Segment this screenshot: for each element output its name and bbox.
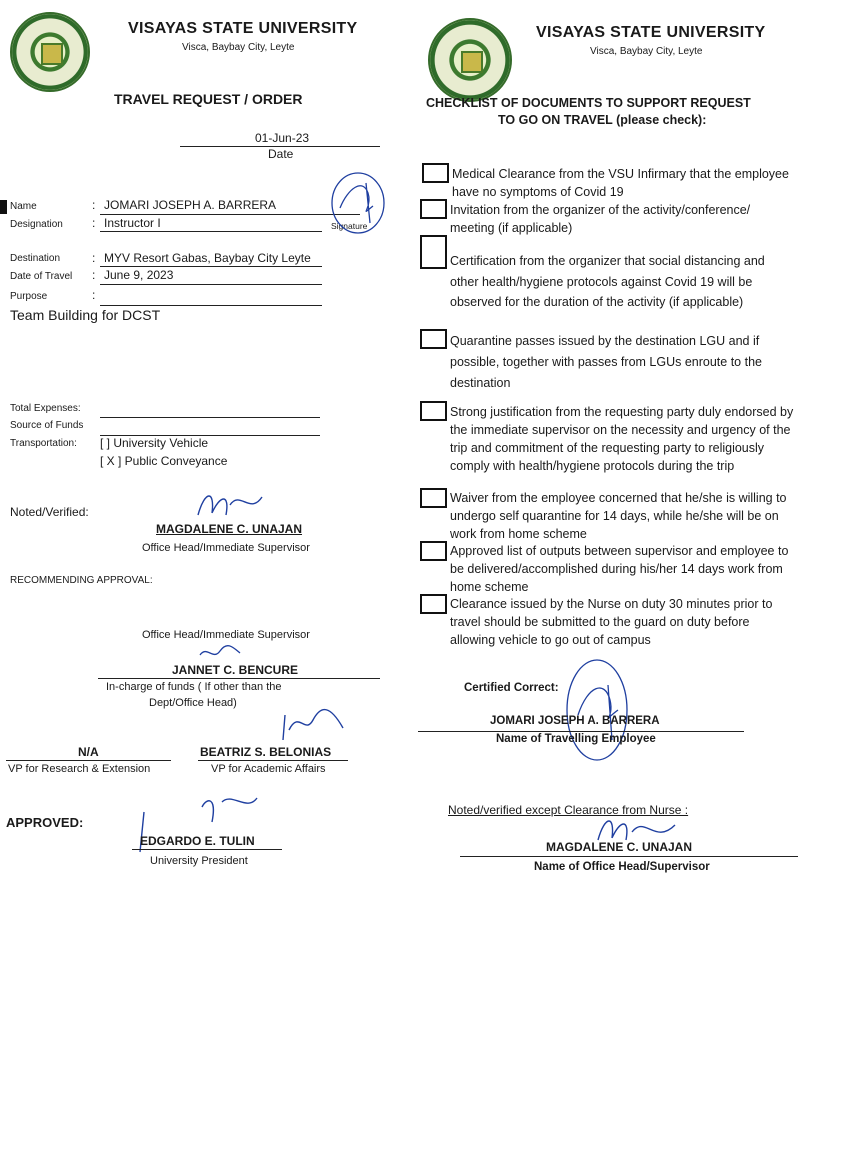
- checklist-item-invitation: Invitation from the organizer of the activity/conference/ meeting (if applicable): [450, 203, 751, 235]
- checklist-item-certification: Certification from the organizer that social distancing and other health/hygiene protocols against Covid 19 will be observed for the duration of the activity (if applicable): [450, 254, 765, 309]
- name-line: [100, 214, 360, 215]
- checkbox-quarantine-passes[interactable]: [420, 329, 447, 349]
- checkbox-medical-clearance[interactable]: [422, 163, 449, 183]
- date-of-travel-line: [100, 284, 322, 285]
- purpose-line: [100, 305, 322, 306]
- signature-barrera-2: [560, 655, 635, 765]
- university-name-right: VISAYAS STATE UNIVERSITY: [536, 24, 766, 41]
- checkbox-strong-justification[interactable]: [420, 401, 447, 421]
- designation-label: Designation: [10, 219, 63, 230]
- checklist-item-nurse-clearance: Clearance issued by the Nurse on duty 30 minutes prior to travel should be submitted to the guard on duty before allowing vehicle to go out of campus: [450, 597, 773, 647]
- destination-value: MYV Resort Gabas, Baybay City Leyte: [104, 251, 311, 265]
- recommending-line: [98, 678, 380, 679]
- transport-option-public-conveyance: [ X ] Public Conveyance: [100, 454, 228, 468]
- certified-line: [418, 731, 744, 732]
- approved-name: EDGARDO E. TULIN: [140, 834, 255, 848]
- university-seal-right: [428, 18, 512, 102]
- noted-verified-role: Office Head/Immediate Supervisor: [142, 542, 310, 554]
- purpose-value: Team Building for DCST: [10, 307, 161, 323]
- date-of-travel-label: Date of Travel: [10, 271, 73, 282]
- certified-correct-label: Certified Correct:: [464, 682, 559, 694]
- vp-research-role: VP for Research & Extension: [8, 763, 151, 775]
- checkbox-certification[interactable]: [420, 235, 447, 269]
- recommending-role-top: Office Head/Immediate Supervisor: [142, 629, 310, 641]
- checkbox-waiver[interactable]: [420, 488, 447, 508]
- checklist-item-approved-outputs: Approved list of outputs between supervisor and employee to be delivered/accomplished during his/her 14 days work from home scheme: [450, 544, 789, 594]
- vp-academic-name: BEATRIZ S. BELONIAS: [200, 745, 332, 759]
- purpose-label: Purpose: [10, 291, 48, 302]
- date-of-travel-colon: :: [92, 268, 96, 282]
- vp-research-name: N/A: [78, 745, 99, 759]
- total-expenses-line: [100, 417, 320, 418]
- destination-label: Destination: [10, 253, 61, 264]
- checklist-title-line1: CHECKLIST OF DOCUMENTS TO SUPPORT REQUEST: [426, 96, 751, 110]
- approved-line: [132, 849, 282, 850]
- source-of-funds-label: Source of Funds: [10, 420, 84, 431]
- checklist-item-waiver: Waiver from the employee concerned that he/she is willing to undergo self quarantine for 14 days, while he/she will be on work from home scheme: [450, 491, 787, 541]
- signature-barrera-1: [328, 168, 388, 238]
- university-address-left: Visca, Baybay City, Leyte: [182, 42, 295, 53]
- recommending-role-line1: In-charge of funds ( If other than the: [106, 681, 282, 693]
- checkbox-invitation[interactable]: [420, 199, 447, 219]
- recommending-name: JANNET C. BENCURE: [172, 663, 299, 677]
- checklist-item-strong-justification: Strong justification from the requesting party duly endorsed by the immediate supervisor on the necessity and urgency of the trip and commitment of the requesting party to religiously comply with health/hygiene protocols during the trip: [450, 405, 794, 473]
- vp-academic-role: VP for Academic Affairs: [211, 763, 326, 775]
- designation-colon: :: [92, 216, 96, 230]
- recommending-approval-label: RECOMMENDING APPROVAL:: [10, 575, 153, 586]
- certified-role: Name of Travelling Employee: [496, 733, 656, 745]
- purpose-colon: :: [92, 288, 96, 302]
- noted-right-name: MAGDALENE C. UNAJAN: [546, 840, 693, 854]
- certified-name: JOMARI JOSEPH A. BARRERA: [490, 715, 660, 727]
- vp-research-line: [6, 760, 171, 761]
- checklist-title-line2: TO GO ON TRAVEL (please check):: [498, 113, 707, 127]
- checkbox-approved-outputs[interactable]: [420, 541, 447, 561]
- signature-belonias-handwriting: [275, 700, 350, 745]
- checklist-item-medical-clearance: Medical Clearance from the VSU Infirmary that the employee have no symptoms of Covid 19: [452, 167, 789, 199]
- total-expenses-label: Total Expenses:: [10, 403, 81, 414]
- noted-right-line: [460, 856, 798, 857]
- approved-role: University President: [150, 855, 248, 867]
- approved-label: APPROVED:: [6, 815, 84, 830]
- margin-mark: [0, 200, 7, 214]
- name-value: JOMARI JOSEPH A. BARRERA: [104, 198, 277, 212]
- destination-colon: :: [92, 251, 96, 265]
- noted-verified-label: Noted/Verified:: [10, 505, 89, 519]
- checkbox-nurse-clearance[interactable]: [420, 594, 447, 614]
- name-label: Name: [10, 201, 37, 212]
- travel-request-title: TRAVEL REQUEST / ORDER: [114, 91, 303, 107]
- signature-label: Signature: [331, 221, 368, 231]
- noted-except-label: Noted/verified except Clearance from Nurse :: [448, 803, 689, 817]
- university-address-right: Visca, Baybay City, Leyte: [590, 46, 703, 57]
- designation-value: Instructor I: [104, 216, 161, 230]
- date-value: 01-Jun-23: [255, 131, 310, 145]
- recommending-role-line2: Dept/Office Head): [149, 697, 237, 709]
- noted-verified-name: MAGDALENE C. UNAJAN: [156, 522, 303, 536]
- date-of-travel-value: June 9, 2023: [104, 268, 174, 282]
- transport-option-university-vehicle: [ ] University Vehicle: [100, 436, 209, 450]
- name-colon: :: [92, 198, 96, 212]
- university-name-left: VISAYAS STATE UNIVERSITY: [128, 20, 358, 37]
- transportation-label: Transportation:: [10, 438, 77, 449]
- designation-line: [100, 231, 322, 232]
- destination-line: [100, 266, 322, 267]
- date-label: Date: [268, 147, 294, 161]
- checklist-item-quarantine-passes: Quarantine passes issued by the destination LGU and if possible, together with passes from LGUs enroute to the destination: [450, 334, 762, 390]
- vp-academic-line: [198, 760, 348, 761]
- noted-right-role: Name of Office Head/Supervisor: [534, 861, 710, 873]
- university-seal-left: [10, 12, 90, 92]
